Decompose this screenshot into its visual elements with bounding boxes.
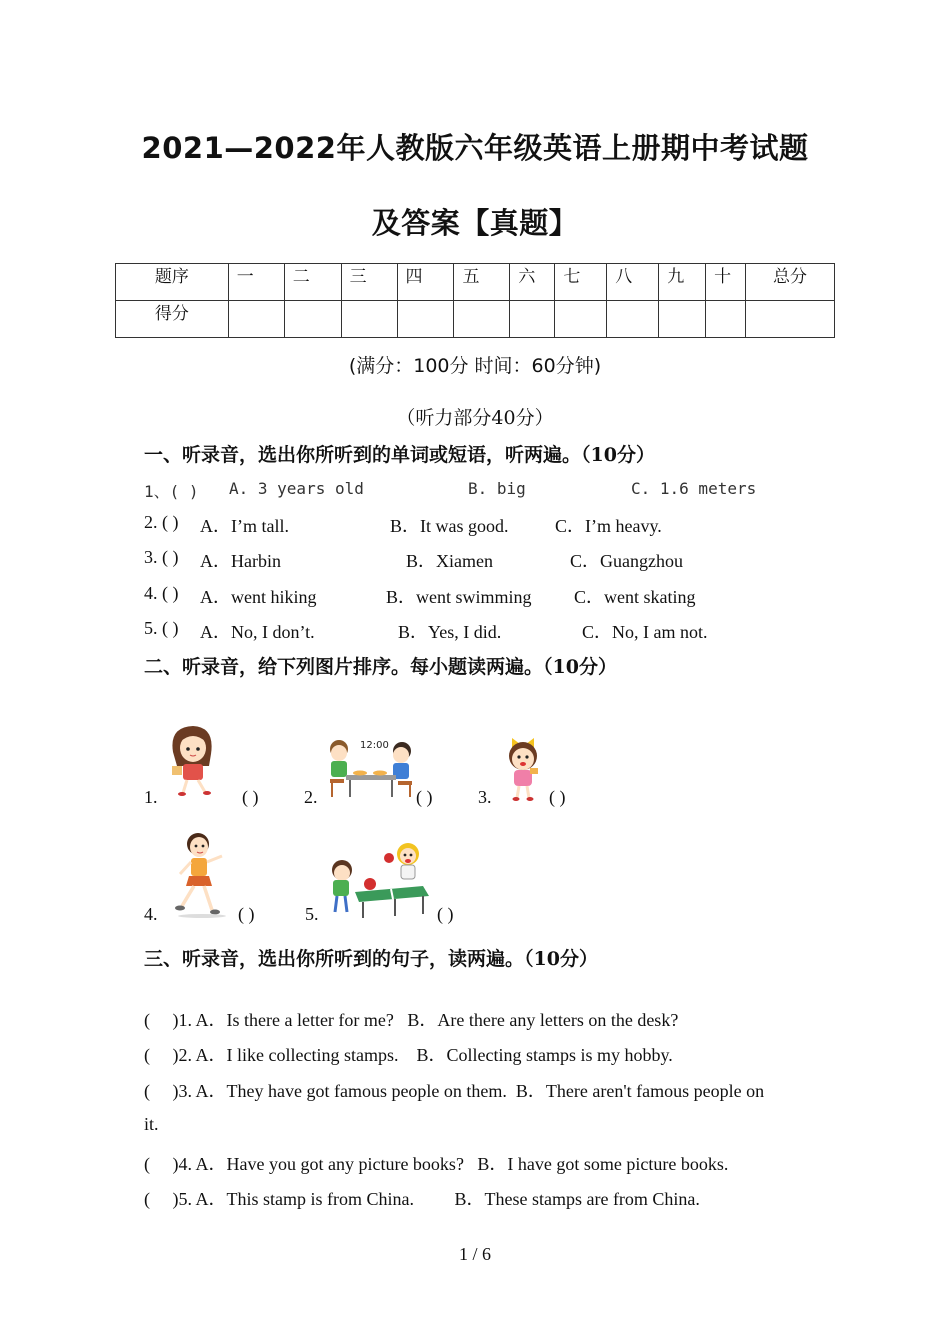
picture-5-answer[interactable]: ( )	[437, 904, 454, 924]
score-input-cell[interactable]	[659, 301, 706, 338]
score-input-cell[interactable]	[706, 301, 746, 338]
picture-2-number: 2.	[304, 787, 318, 807]
table-cell: 五	[454, 264, 510, 301]
score-input-cell[interactable]	[454, 301, 510, 338]
q2-option-a: A．I’m tall.	[200, 516, 289, 536]
s3-question-3: ( )3. A．They have got famous people on them. B．There aren't famous people on	[144, 1081, 765, 1101]
picture-4-number: 4.	[144, 904, 158, 924]
q3-number: 3. ( )	[144, 547, 179, 567]
q2-option-b: B．It was good.	[390, 516, 509, 536]
table-cell: 三	[341, 264, 397, 301]
s3-question-2: ( )2. A．I like collecting stamps. B．Collecting stamps is my hobby.	[144, 1045, 673, 1065]
score-input-cell[interactable]	[228, 301, 284, 338]
q5-option-b: B．Yes, I did.	[398, 622, 502, 642]
score-table-score-row	[116, 301, 835, 338]
page-title: 2021—2022年人教版六年级英语上册期中考试题	[141, 131, 809, 165]
q5-option-a: A．No, I don’t.	[200, 622, 315, 642]
q5-number: 5. ( )	[144, 618, 179, 638]
s3-question-3-cont: it.	[144, 1114, 159, 1134]
q1-option-c: C. 1.6 meters	[631, 479, 757, 498]
table-cell: 八	[607, 264, 659, 301]
picture-3-answer[interactable]: ( )	[549, 787, 566, 807]
q3-option-c: C．Guangzhou	[570, 551, 683, 571]
table-cell: 九	[659, 264, 706, 301]
score-input-cell[interactable]	[555, 301, 607, 338]
q4-option-a: A．went hiking	[200, 587, 317, 607]
table-cell: 题序	[116, 264, 229, 301]
section1-heading: 一、听录音，选出你所听到的单词或短语，听两遍。（10分）	[144, 444, 655, 466]
q1-number: 1、( )	[144, 482, 199, 501]
score-input-cell[interactable]	[746, 301, 835, 338]
page-subtitle: 及答案【真题】	[371, 206, 579, 240]
picture-1-answer[interactable]: ( )	[242, 787, 259, 807]
girl-walking-picture	[165, 722, 221, 797]
q4-option-b: B．went swimming	[386, 587, 532, 607]
picture-3-number: 3.	[478, 787, 492, 807]
score-input-cell[interactable]	[284, 301, 341, 338]
table-cell: 得分	[116, 301, 229, 338]
kids-lunch-picture	[324, 735, 414, 801]
exam-meta: (满分：100分 时间：60分钟)	[348, 355, 602, 377]
section3-heading: 三、听录音，选出你所听到的句子，读两遍。（10分）	[144, 948, 598, 970]
score-input-cell[interactable]	[607, 301, 659, 338]
table-cell: 一	[228, 264, 284, 301]
section2-heading: 二、听录音，给下列图片排序。每小题读两遍。（10分）	[144, 656, 617, 678]
table-cell: 六	[510, 264, 555, 301]
picture-5-number: 5.	[305, 904, 319, 924]
q1-option-b: B. big	[468, 479, 526, 498]
table-tennis-picture	[325, 840, 437, 920]
q3-option-b: B．Xiamen	[406, 551, 493, 571]
table-cell: 十	[706, 264, 746, 301]
q2-option-c: C．I’m heavy.	[555, 516, 662, 536]
score-input-cell[interactable]	[510, 301, 555, 338]
q4-option-c: C．went skating	[574, 587, 696, 607]
score-table	[115, 263, 835, 338]
score-input-cell[interactable]	[397, 301, 454, 338]
girl-eating-picture	[500, 732, 546, 802]
table-cell: 四	[397, 264, 454, 301]
table-cell: 七	[555, 264, 607, 301]
q5-option-c: C．No, I am not.	[582, 622, 708, 642]
table-cell: 总分	[746, 264, 835, 301]
picture-1-number: 1.	[144, 787, 158, 807]
picture-4-answer[interactable]: ( )	[238, 904, 255, 924]
table-cell: 二	[284, 264, 341, 301]
score-table-header-row	[116, 264, 835, 301]
q3-option-a: A．Harbin	[200, 551, 281, 571]
picture-2-answer[interactable]: ( )	[416, 787, 433, 807]
girl-running-picture	[172, 830, 232, 920]
s3-question-4: ( )4. A．Have you got any picture books? B．I have got some picture books.	[144, 1154, 729, 1174]
page-number: 1 / 6	[458, 1244, 491, 1264]
listening-header: （听力部分40分）	[396, 407, 554, 429]
s3-question-5: ( )5. A．This stamp is from China. B．These stamps are from China.	[144, 1189, 700, 1209]
score-input-cell[interactable]	[341, 301, 397, 338]
s3-question-1: ( )1. A．Is there a letter for me? B．Are there any letters on the desk?	[144, 1010, 679, 1030]
q4-number: 4. ( )	[144, 583, 179, 603]
q1-option-a: A. 3 years old	[229, 479, 364, 498]
clock-label: 12:00	[360, 740, 389, 751]
q2-number: 2. ( )	[144, 512, 179, 532]
